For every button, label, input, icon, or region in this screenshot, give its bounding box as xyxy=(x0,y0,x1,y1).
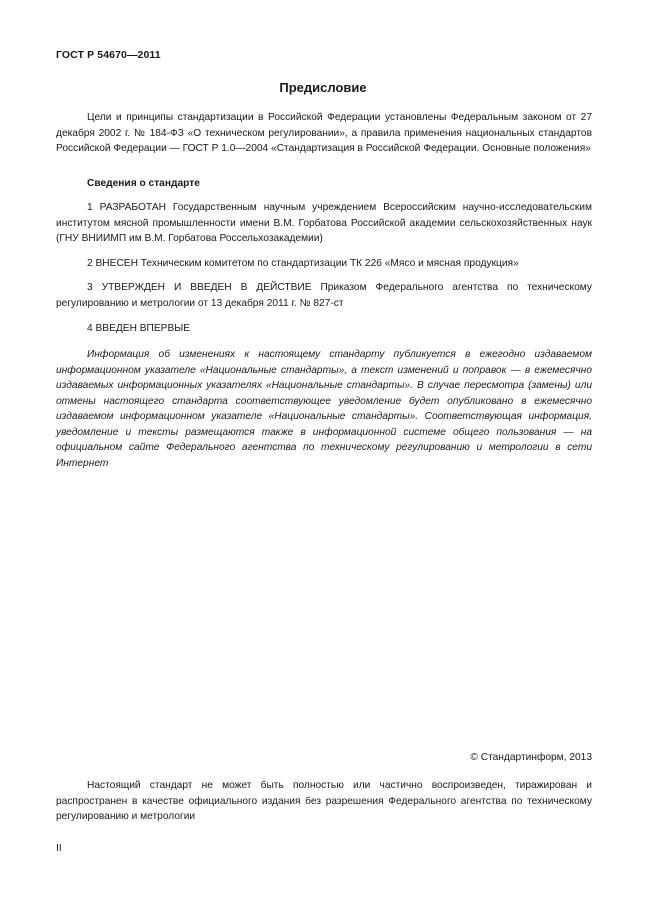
intro-paragraph: Цели и принципы стандартизации в Российской Федерации установлены Федеральным законом от 27 декабря 2002 г. № 184-ФЗ «О техническом регулировании», а правила применения национальных стандартов Российской Федерации — ГОСТ Р 1.0—2004 «Стандартизация в Российской Федерации. Основные положения» xyxy=(56,112,592,154)
page-number: II xyxy=(56,843,62,854)
section-subheading: Сведения о стандарте xyxy=(87,178,200,189)
item-submitted: 2 ВНЕСЕН Техническим комитетом по стандартизации ТК 226 «Мясо и мясная продукция» xyxy=(87,258,519,269)
item-approved: 3 УТВЕРЖДЕН И ВВЕДЕН В ДЕЙСТВИЕ Приказом Федерального агентства по техническому регулированию и метрологии от 13 декабря 2011 г. № 827-ст xyxy=(56,282,592,309)
copyright-line: © Стандартинформ, 2013 xyxy=(470,752,592,763)
notice-paragraph: Информация об изменениях к настоящему стандарту публикуется в ежегодно издаваемом информационном указателе «Национальные стандарты», а текст изменений и поправок — в ежемесячно издаваемых информационных указателях «Национальные стандарты». В случае пересмотра (замены) или отмены настоящего стандарта соответствующее уведомление будет опубликовано в ежемесячно издаваемом информационном указателе «Национальные стандарты». Соответствующая информация, уведомление и тексты размещаются также в информационной системе общего пользования — на официальном сайте Федерального агентства по техническому регулированию и метрологии в сети Интернет xyxy=(56,349,592,469)
footer-notice: Настоящий стандарт не может быть полностью или частично воспроизведен, тиражирован и распространен в качестве официального издания без разрешения Федерального агентства по техническому регулированию и метрологии xyxy=(56,780,592,822)
item-developed: 1 РАЗРАБОТАН Государственным научным учреждением Всероссийским научно-исследовательским институтом мясной промышленности имени В.М. Горбатова Российской академии сельскохозяйственных наук (ГНУ ВНИИМП им В.М. Горбатова Россельхозакадемии) xyxy=(56,202,592,244)
document-header: ГОСТ Р 54670—2011 xyxy=(56,49,161,61)
item-introduced: 4 ВВЕДЕН ВПЕРВЫЕ xyxy=(87,323,191,334)
page-title: Предисловие xyxy=(279,80,367,95)
